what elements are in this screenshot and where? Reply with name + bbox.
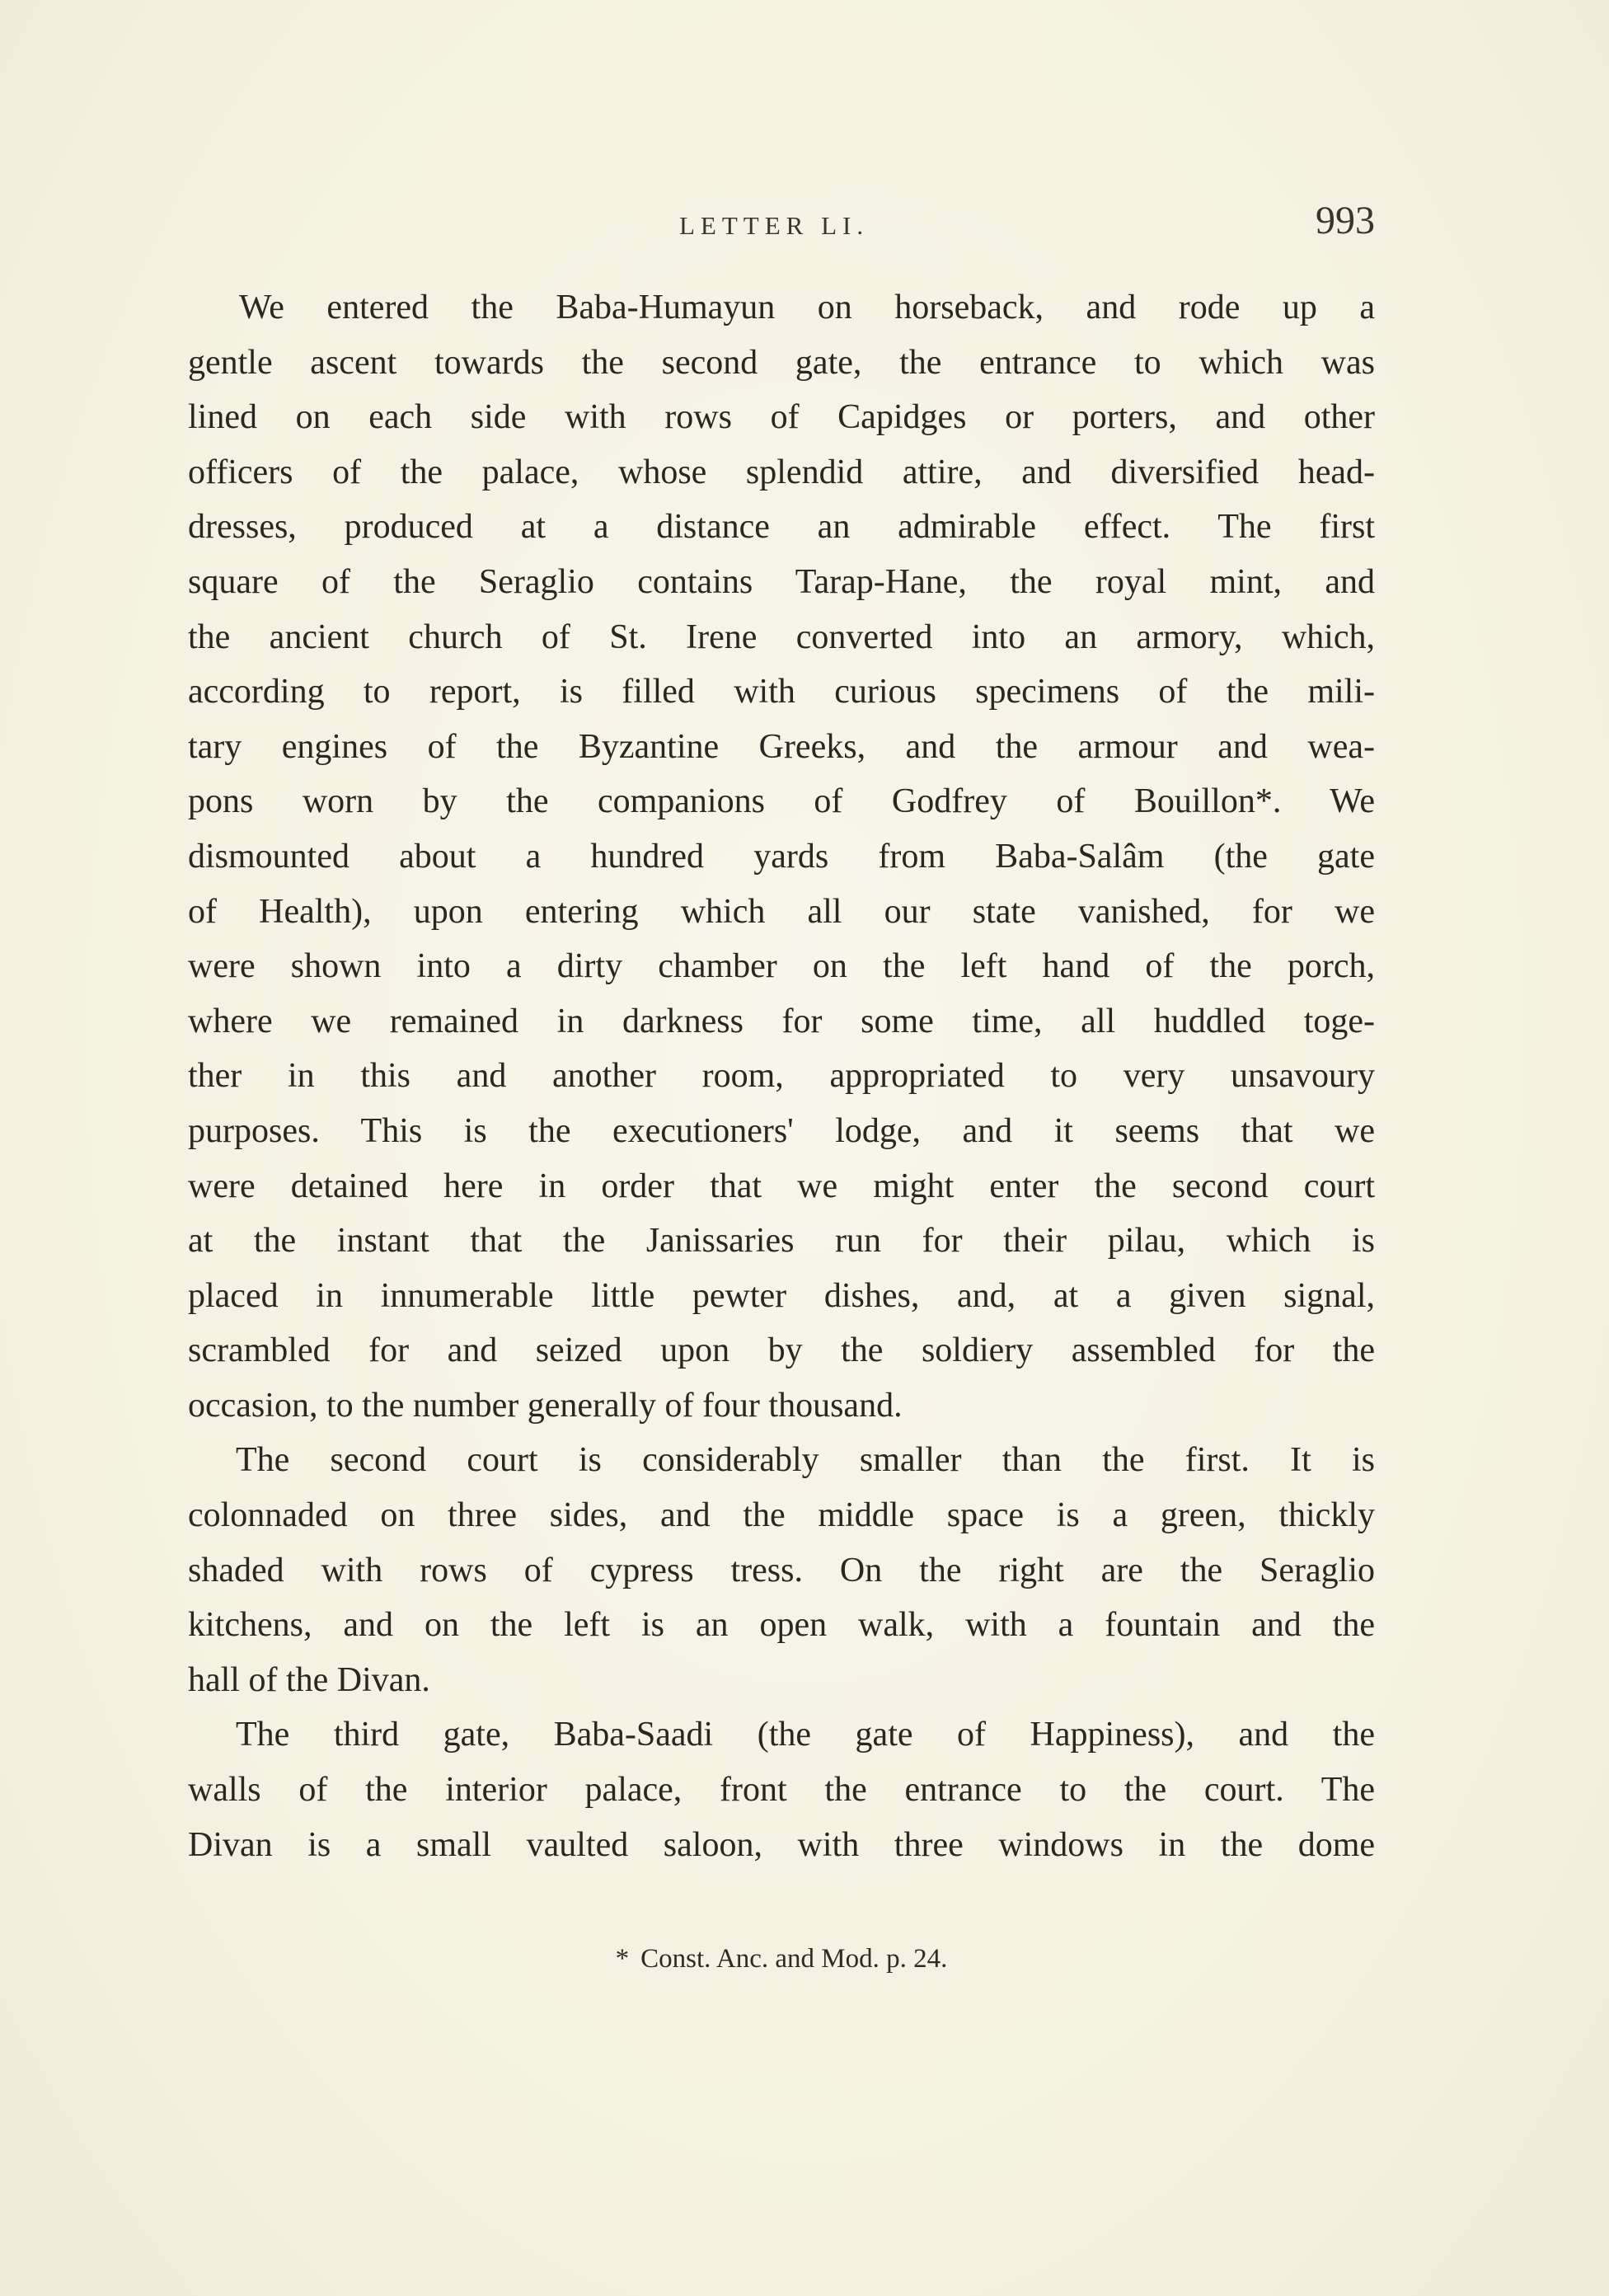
text-line: Divan is a small vaulted saloon, with three windows in the dome xyxy=(188,1825,1375,1864)
page-number: 993 xyxy=(1316,199,1375,242)
text-line: square of the Seraglio contains Tarap-Hane, the royal mint, and xyxy=(188,562,1375,601)
running-head xyxy=(188,199,1375,254)
running-head-title: LETTER LI. xyxy=(679,211,870,240)
footnote xyxy=(188,1944,1375,1974)
text-line: were detained here in order that we might enter the second court xyxy=(188,1167,1375,1205)
text-line: officers of the palace, whose splendid attire, and diversified head- xyxy=(188,453,1375,491)
text-line: at the instant that the Janissaries run for their pilau, which is xyxy=(188,1222,1375,1261)
text-line: ther in this and another room, appropriated to very unsavoury xyxy=(188,1057,1375,1096)
text-line: hall of the Divan. xyxy=(188,1660,430,1699)
text-line: tary engines of the Byzantine Greeks, and the armour and wea- xyxy=(188,727,1375,766)
text-line: purposes. This is the executioners' lodge, and it seems that we xyxy=(188,1111,1375,1150)
text-line: pons worn by the companions of Godfrey of Bouillon*. We xyxy=(188,782,1375,821)
text-line: where we remained in darkness for some time, all huddled toge- xyxy=(188,1002,1375,1040)
text-line: of Health), upon entering which all our state vanished, for we xyxy=(188,892,1375,931)
text-line: lined on each side with rows of Capidges or porters, and other xyxy=(188,398,1375,437)
text-line: gentle ascent towards the second gate, the entrance to which was xyxy=(188,343,1375,382)
text-line: scrambled for and seized upon by the soldiery assembled for the xyxy=(188,1331,1375,1370)
text-line: The third gate, Baba-Saadi (the gate of Happiness), and the xyxy=(236,1716,1375,1754)
text-line: the ancient church of St. Irene converted into an armory, which, xyxy=(188,617,1375,656)
text-line: occasion, to the number generally of four thousand. xyxy=(188,1386,903,1425)
text-line: were shown into a dirty chamber on the left hand of the porch, xyxy=(188,947,1375,986)
footnote-text: Const. Anc. and Mod. p. 24. xyxy=(640,1944,948,1974)
text-line: The second court is considerably smaller than the first. It is xyxy=(236,1441,1375,1480)
text-line: colonnaded on three sides, and the middle space is a green, thickly xyxy=(188,1496,1375,1535)
text-line: dismounted about a hundred yards from Baba-Salâm (the gate xyxy=(188,837,1375,876)
text-line: We entered the Baba-Humayun on horseback, and rode up a xyxy=(239,289,1375,326)
body-text xyxy=(188,280,1375,1872)
text-line: placed in innumerable little pewter dishes, and, at a given signal, xyxy=(188,1276,1375,1315)
footnote-mark: * xyxy=(615,1944,630,1974)
text-line: shaded with rows of cypress tress. On the right are the Seraglio xyxy=(188,1551,1375,1589)
text-line: walls of the interior palace, front the entrance to the court. The xyxy=(188,1771,1375,1810)
text-line: kitchens, and on the left is an open walk, with a fountain and the xyxy=(188,1606,1375,1645)
text-line: dresses, produced at a distance an admirable effect. The first xyxy=(188,508,1375,547)
text-line: according to report, is filled with curious specimens of the mili- xyxy=(188,673,1375,711)
